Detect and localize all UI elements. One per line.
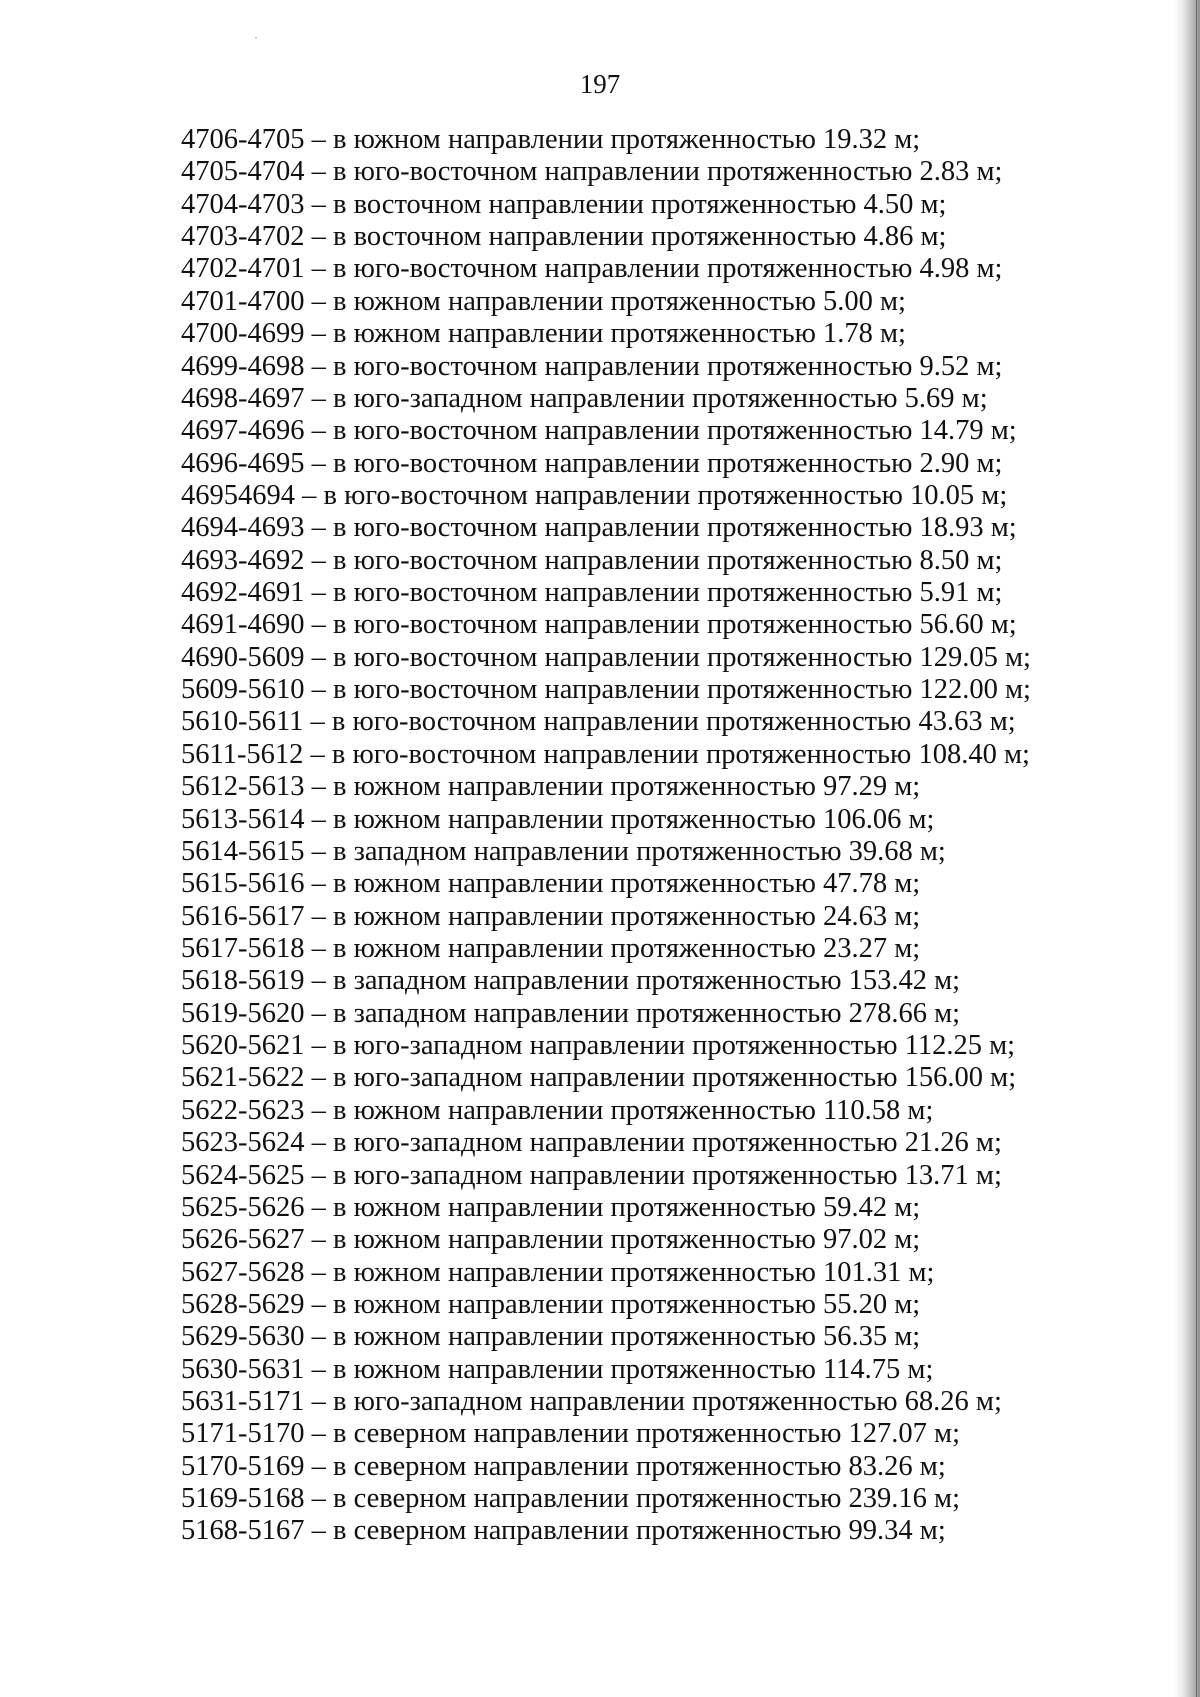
boundary-segment-line: 5168-5167 – в северном направлении протяженностью 99.34 м; <box>181 1515 946 1547</box>
boundary-segment-line: 5627-5628 – в южном направлении протяженностью 101.31 м; <box>181 1256 935 1288</box>
boundary-segment-line: 5617-5618 – в южном направлении протяженностью 23.27 м; <box>181 932 921 964</box>
boundary-segment-line: 5623-5624 – в юго-западном направлении протяженностью 21.26 м; <box>181 1127 1002 1159</box>
boundary-segment-line: 4699-4698 – в юго-восточном направлении протяженностью 9.52 м; <box>181 350 1003 382</box>
boundary-segment-line: 5609-5610 – в юго-восточном направлении протяженностью 122.00 м; <box>181 674 1031 706</box>
boundary-segment-line: 5616-5617 – в южном направлении протяженностью 24.63 м; <box>181 900 921 932</box>
boundary-segment-line: 5625-5626 – в южном направлении протяженностью 59.42 м; <box>181 1191 921 1223</box>
scan-edge-line <box>1196 0 1197 1697</box>
boundary-segment-line: 4702-4701 – в юго-восточном направлении протяженностью 4.98 м; <box>181 253 1003 285</box>
boundary-segment-list <box>181 124 1081 1548</box>
boundary-segment-line: 5624-5625 – в юго-западном направлении протяженностью 13.71 м; <box>181 1159 1002 1191</box>
boundary-segment-line: 5630-5631 – в южном направлении протяженностью 114.75 м; <box>181 1353 934 1385</box>
boundary-segment-line: 4706-4705 – в южном направлении протяженностью 19.32 м; <box>181 124 921 155</box>
boundary-segment-line: 5170-5169 – в северном направлении протяженностью 83.26 м; <box>181 1450 946 1482</box>
boundary-segment-line: 4700-4699 – в южном направлении протяженностью 1.78 м; <box>181 318 906 350</box>
boundary-segment-line: 46954694 – в юго-восточном направлении протяженностью 10.05 м; <box>181 479 1008 511</box>
boundary-segment-line: 5622-5623 – в южном направлении протяженностью 110.58 м; <box>181 1094 934 1126</box>
boundary-segment-line: 4693-4692 – в юго-восточном направлении протяженностью 8.50 м; <box>181 544 1003 576</box>
boundary-segment-line: 5613-5614 – в южном направлении протяженностью 106.06 м; <box>181 803 935 835</box>
page-number: 197 <box>579 69 621 99</box>
boundary-segment-line: 5626-5627 – в южном направлении протяженностью 97.02 м; <box>181 1224 921 1256</box>
boundary-segment-line: 4692-4691 – в юго-восточном направлении протяженностью 5.91 м; <box>181 577 1003 609</box>
boundary-segment-line: 5631-5171 – в юго-западном направлении протяженностью 68.26 м; <box>181 1386 1002 1418</box>
boundary-segment-line: 5619-5620 – в западном направлении протяженностью 278.66 м; <box>181 997 961 1029</box>
boundary-segment-line: 4705-4704 – в юго-восточном направлении протяженностью 2.83 м; <box>181 156 1003 188</box>
boundary-segment-line: 4694-4693 – в юго-восточном направлении протяженностью 18.93 м; <box>181 512 1017 544</box>
boundary-segment-line: 5171-5170 – в северном направлении протяженностью 127.07 м; <box>181 1418 961 1450</box>
boundary-segment-line: 4703-4702 – в восточном направлении протяженностью 4.86 м; <box>181 221 947 253</box>
boundary-segment-line: 5615-5616 – в южном направлении протяженностью 47.78 м; <box>181 868 921 900</box>
boundary-segment-line: 5618-5619 – в западном направлении протяженностью 153.42 м; <box>181 965 961 997</box>
boundary-segment-line: 4696-4695 – в юго-восточном направлении протяженностью 2.90 м; <box>181 447 1003 479</box>
boundary-segment-line: 4704-4703 – в восточном направлении протяженностью 4.50 м; <box>181 188 947 220</box>
boundary-segment-line: 5628-5629 – в южном направлении протяженностью 55.20 м; <box>181 1288 921 1320</box>
boundary-segment-line: 4698-4697 – в юго-западном направлении протяженностью 5.69 м; <box>181 382 988 414</box>
boundary-segment-line: 4697-4696 – в юго-восточном направлении протяженностью 14.79 м; <box>181 415 1017 447</box>
boundary-segment-line: 5612-5613 – в южном направлении протяженностью 97.29 м; <box>181 771 921 803</box>
boundary-segment-line: 5620-5621 – в юго-западном направлении протяженностью 112.25 м; <box>181 1030 1016 1062</box>
boundary-segment-line: 5610-5611 – в юго-восточном направлении протяженностью 43.63 м; <box>181 706 1016 738</box>
boundary-segment-line: 5629-5630 – в южном направлении протяженностью 56.35 м; <box>181 1321 921 1353</box>
boundary-segment-line: 5614-5615 – в западном направлении протяженностью 39.68 м; <box>181 835 946 867</box>
boundary-segment-line: 4690-5609 – в юго-восточном направлении протяженностью 129.05 м; <box>181 641 1031 673</box>
boundary-segment-line: 5169-5168 – в северном направлении протяженностью 239.16 м; <box>181 1483 961 1515</box>
boundary-segment-line: 5611-5612 – в юго-восточном направлении протяженностью 108.40 м; <box>181 738 1030 770</box>
boundary-segment-line: 4701-4700 – в южном направлении протяженностью 5.00 м; <box>181 285 906 317</box>
scan-speck <box>255 37 257 39</box>
boundary-segment-line: 5621-5622 – в юго-западном направлении протяженностью 156.00 м; <box>181 1062 1017 1094</box>
boundary-segment-line: 4691-4690 – в юго-восточном направлении протяженностью 56.60 м; <box>181 609 1017 641</box>
